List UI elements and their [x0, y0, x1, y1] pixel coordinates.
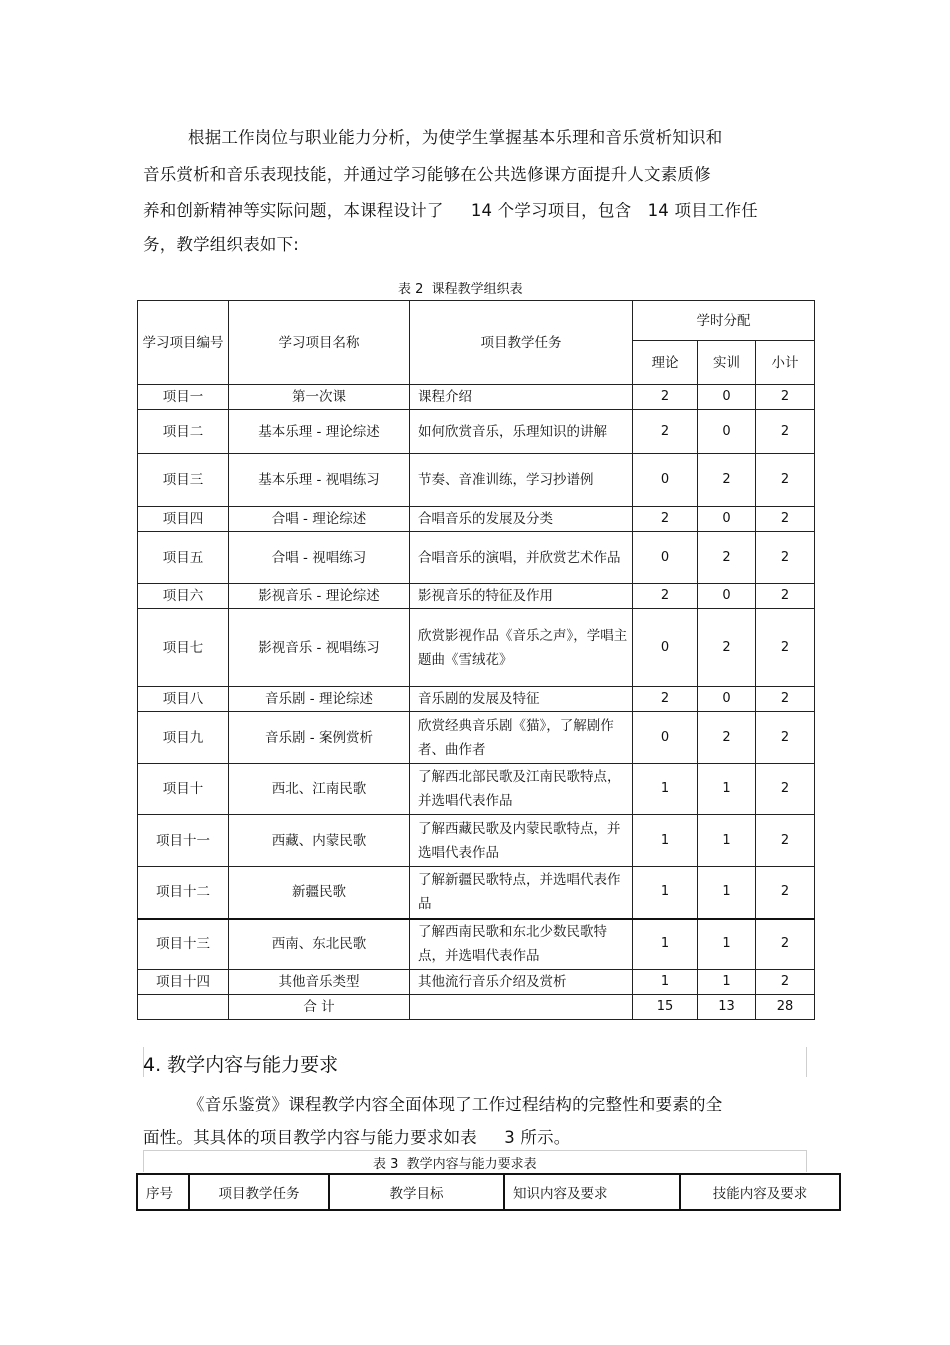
- practice-hours: 0: [698, 584, 756, 609]
- practice-hours: 1: [698, 815, 756, 867]
- section4-line-1: 《音乐鉴赏》课程教学内容全面体现了工作过程结构的完整性和要素的全: [188, 1095, 723, 1114]
- subtotal-hours: 2: [756, 764, 815, 815]
- subtotal-hours: 2: [756, 687, 815, 712]
- total-empty-task: [410, 995, 633, 1020]
- project-code: 项目八: [138, 687, 229, 712]
- total-theory: 15: [633, 995, 698, 1020]
- header-practice: 实训: [698, 341, 756, 385]
- project-name: 西北、江南民歌: [229, 764, 410, 815]
- practice-hours: 0: [698, 507, 756, 532]
- table2-total-row: [138, 995, 815, 1020]
- project-name: 合唱 - 视唱练习: [229, 532, 410, 584]
- practice-hours: 1: [698, 867, 756, 919]
- subtotal-hours: 2: [756, 454, 815, 507]
- t3-header-skill: 技能内容及要求: [680, 1174, 840, 1210]
- subtotal-hours: 2: [756, 584, 815, 609]
- project-name: 影视音乐 - 理论综述: [229, 584, 410, 609]
- table-row: [138, 687, 815, 712]
- subtotal-hours: 2: [756, 532, 815, 584]
- total-label: 合 计: [229, 995, 410, 1020]
- t3-header-index: 序号: [137, 1174, 189, 1210]
- project-task: 了解新疆民歌特点，并选唱代表作品: [410, 867, 633, 919]
- theory-hours: 1: [633, 764, 698, 815]
- project-name: 西南、东北民歌: [229, 919, 410, 970]
- intro-line-2: 音乐赏析和音乐表现技能，并通过学习能够在公共选修课方面提升人文素质修: [143, 165, 711, 184]
- theory-hours: 0: [633, 609, 698, 687]
- practice-hours: 2: [698, 609, 756, 687]
- practice-hours: 0: [698, 385, 756, 410]
- table-row: [138, 970, 815, 995]
- table-row: [138, 712, 815, 764]
- project-code: 项目七: [138, 609, 229, 687]
- faint-rule-right: [806, 1047, 807, 1077]
- faint-rule-top: [143, 1150, 807, 1151]
- project-task: 音乐剧的发展及特征: [410, 687, 633, 712]
- project-task: 欣赏影视作品《音乐之声》，学唱主题曲《雪绒花》: [410, 609, 633, 687]
- content-requirements-table: [136, 1173, 841, 1211]
- total-empty-cell: [138, 995, 229, 1020]
- project-code: 项目五: [138, 532, 229, 584]
- table-row: [138, 815, 815, 867]
- practice-hours: 1: [698, 919, 756, 970]
- course-organization-table: [137, 300, 815, 1020]
- project-task: 其他流行音乐介绍及赏析: [410, 970, 633, 995]
- project-name: 第一次课: [229, 385, 410, 410]
- project-task: 如何欣赏音乐，乐理知识的讲解: [410, 410, 633, 454]
- header-theory: 理论: [633, 341, 698, 385]
- project-task: 合唱音乐的发展及分类: [410, 507, 633, 532]
- t3-header-task: 项目教学任务: [189, 1174, 329, 1210]
- project-task: 合唱音乐的演唱，并欣赏艺术作品: [410, 532, 633, 584]
- subtotal-hours: 2: [756, 609, 815, 687]
- project-code: 项目四: [138, 507, 229, 532]
- subtotal-hours: 2: [756, 385, 815, 410]
- total-practice: 13: [698, 995, 756, 1020]
- table-row: [138, 532, 815, 584]
- intro-line-1: 根据工作岗位与职业能力分析，为使学生掌握基本乐理和音乐赏析知识和: [188, 128, 723, 147]
- section4-line-2: 面性。其具体的项目教学内容与能力要求如表 3 所示。: [143, 1128, 571, 1147]
- project-name: 影视音乐 - 视唱练习: [229, 609, 410, 687]
- table-row: [138, 764, 815, 815]
- table2-body: [138, 385, 815, 995]
- practice-hours: 0: [698, 687, 756, 712]
- project-name: 西藏、内蒙民歌: [229, 815, 410, 867]
- theory-hours: 2: [633, 687, 698, 712]
- table3-caption: 表 3 教学内容与能力要求表: [373, 1157, 537, 1172]
- practice-hours: 2: [698, 712, 756, 764]
- table-row: [138, 410, 815, 454]
- project-code: 项目二: [138, 410, 229, 454]
- project-code: 项目三: [138, 454, 229, 507]
- intro-line-4: 务，教学组织表如下:: [143, 235, 300, 254]
- header-hours: 学时分配: [633, 301, 815, 341]
- project-task: 了解西南民歌和东北少数民歌特点，并选唱代表作品: [410, 919, 633, 970]
- table-row: [138, 584, 815, 609]
- table-row: [138, 454, 815, 507]
- theory-hours: 1: [633, 970, 698, 995]
- project-code: 项目十三: [138, 919, 229, 970]
- total-subtotal: 28: [756, 995, 815, 1020]
- theory-hours: 1: [633, 919, 698, 970]
- project-task: 了解西北部民歌及江南民歌特点，并选唱代表作品: [410, 764, 633, 815]
- section4-heading: 4. 教学内容与能力要求: [143, 1054, 339, 1076]
- theory-hours: 0: [633, 454, 698, 507]
- table-row: [138, 507, 815, 532]
- theory-hours: 2: [633, 410, 698, 454]
- theory-hours: 2: [633, 385, 698, 410]
- project-code: 项目六: [138, 584, 229, 609]
- subtotal-hours: 2: [756, 507, 815, 532]
- project-code: 项目十一: [138, 815, 229, 867]
- faint-rule-right-2: [806, 1150, 807, 1172]
- table-row: [138, 919, 815, 970]
- project-task: 节奏、音准训练，学习抄谱例: [410, 454, 633, 507]
- project-name: 音乐剧 - 理论综述: [229, 687, 410, 712]
- project-name: 基本乐理 - 视唱练习: [229, 454, 410, 507]
- theory-hours: 2: [633, 507, 698, 532]
- t3-header-knowledge: 知识内容及要求: [504, 1174, 680, 1210]
- practice-hours: 1: [698, 970, 756, 995]
- intro-line-3: 养和创新精神等实际问题，本课程设计了 14 个学习项目，包含 14 项目工作任: [143, 201, 758, 220]
- header-code: 学习项目编号: [138, 301, 229, 385]
- project-name: 新疆民歌: [229, 867, 410, 919]
- practice-hours: 2: [698, 454, 756, 507]
- project-code: 项目十二: [138, 867, 229, 919]
- theory-hours: 1: [633, 867, 698, 919]
- project-task: 课程介绍: [410, 385, 633, 410]
- header-subtotal: 小计: [756, 341, 815, 385]
- project-task: 了解西藏民歌及内蒙民歌特点，并选唱代表作品: [410, 815, 633, 867]
- subtotal-hours: 2: [756, 410, 815, 454]
- project-code: 项目一: [138, 385, 229, 410]
- header-name: 学习项目名称: [229, 301, 410, 385]
- theory-hours: 1: [633, 815, 698, 867]
- project-name: 合唱 - 理论综述: [229, 507, 410, 532]
- project-task: 影视音乐的特征及作用: [410, 584, 633, 609]
- subtotal-hours: 2: [756, 815, 815, 867]
- t3-header-goal: 教学目标: [329, 1174, 504, 1210]
- theory-hours: 0: [633, 712, 698, 764]
- subtotal-hours: 2: [756, 919, 815, 970]
- table-row: [138, 609, 815, 687]
- project-name: 音乐剧 - 案例赏析: [229, 712, 410, 764]
- project-code: 项目十四: [138, 970, 229, 995]
- theory-hours: 2: [633, 584, 698, 609]
- project-task: 欣赏经典音乐剧《猫》，了解剧作者、曲作者: [410, 712, 633, 764]
- subtotal-hours: 2: [756, 712, 815, 764]
- table2-caption: 表 2 课程教学组织表: [398, 282, 523, 297]
- project-code: 项目九: [138, 712, 229, 764]
- faint-rule-left-2: [143, 1150, 144, 1172]
- practice-hours: 2: [698, 532, 756, 584]
- subtotal-hours: 2: [756, 970, 815, 995]
- practice-hours: 1: [698, 764, 756, 815]
- project-name: 基本乐理 - 理论综述: [229, 410, 410, 454]
- theory-hours: 0: [633, 532, 698, 584]
- subtotal-hours: 2: [756, 867, 815, 919]
- header-task: 项目教学任务: [410, 301, 633, 385]
- table-row: [138, 867, 815, 919]
- practice-hours: 0: [698, 410, 756, 454]
- project-name: 其他音乐类型: [229, 970, 410, 995]
- project-code: 项目十: [138, 764, 229, 815]
- table-row: [138, 385, 815, 410]
